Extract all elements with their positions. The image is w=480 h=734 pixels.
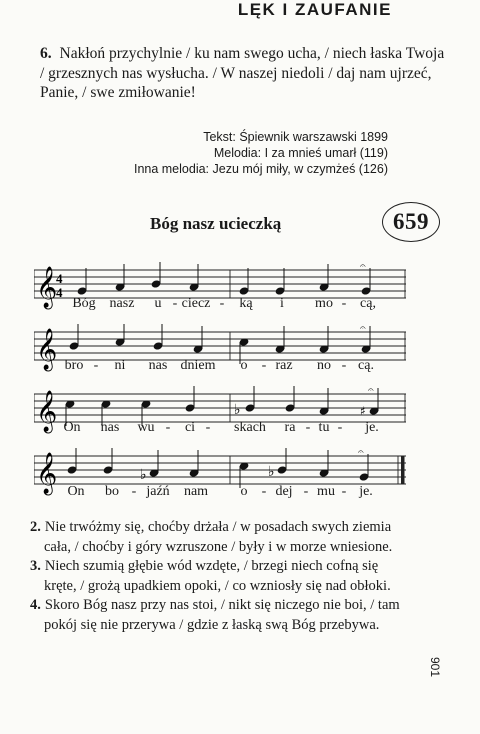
verses-block	[30, 518, 430, 635]
lyric-syllable: cą,	[360, 296, 376, 311]
lyric-syllable: nam	[183, 484, 209, 499]
lyric-syllable: nas	[148, 358, 168, 373]
lyric-syllable: bro	[64, 358, 84, 373]
sharp-sign-icon: ♯	[360, 404, 366, 418]
lyric-syllable: je.	[365, 420, 379, 435]
lyric-syllable: i	[280, 296, 284, 311]
verse-2	[30, 518, 430, 557]
fermata-icon: 𝄐	[360, 324, 366, 334]
lyric-syllable: Bóg	[72, 296, 96, 311]
lyric-syllable: dej	[275, 484, 293, 499]
treble-clef-icon: 𝄞	[36, 391, 58, 432]
fermata-icon: 𝄐	[368, 386, 374, 396]
lyric-hyphen: -	[341, 358, 347, 373]
final-barline	[401, 456, 405, 484]
time-signature-top: 4	[56, 271, 63, 286]
lyric-syllable: o	[240, 358, 248, 373]
flat-sign-icon: ♭	[140, 467, 147, 483]
fermata-icon: 𝄐	[360, 262, 366, 272]
lyric-hyphen: -	[305, 420, 311, 435]
lyric-hyphen: -	[337, 420, 343, 435]
flat-sign-icon: ♭	[268, 464, 275, 480]
page-number: 901	[427, 656, 442, 678]
verse-line: cała, / choćby i góry wzruszone / były i w morze wniesione.	[44, 538, 393, 555]
verse-line: Niech szumią głębie wód wzdęte, / brzegi niech cofną się	[44, 558, 379, 574]
lyric-hyphen: -	[303, 484, 309, 499]
lyric-syllable: mo	[315, 296, 333, 311]
treble-clef-icon: 𝄞	[36, 329, 58, 370]
lyric-hyphen: -	[261, 484, 267, 499]
lyric-syllable: ką	[239, 296, 253, 311]
verse-3	[30, 557, 430, 596]
lyric-syllable: mu	[317, 484, 335, 499]
lyric-syllable: bo	[105, 484, 119, 499]
lyric-syllable: nas	[100, 420, 120, 435]
lyric-hyphen: -	[261, 358, 267, 373]
lyric-syllable: dniem	[180, 358, 216, 373]
treble-clef-icon: 𝄞	[36, 453, 58, 494]
lyric-syllable: On	[67, 484, 85, 499]
verse-line: Skoro Bóg nasz przy nas stoi, / nikt się niczego nie boi, / tam	[44, 597, 400, 613]
lyric-syllable: no	[317, 358, 331, 373]
music-staff-4	[34, 448, 406, 508]
lyric-hyphen: -	[341, 296, 347, 311]
verse-number: 2.	[30, 519, 41, 535]
lyric-hyphen: -	[165, 420, 171, 435]
lyric-syllable: tu	[318, 420, 330, 435]
music-staff-2	[34, 324, 406, 384]
music-staff-1	[34, 262, 406, 322]
verse-number: 3.	[30, 558, 41, 574]
lyric-syllable: skach	[234, 420, 266, 435]
lyric-syllable: nasz	[109, 296, 135, 311]
lyric-syllable: o	[240, 484, 248, 499]
verse-6	[40, 44, 450, 103]
lyric-hyphen: -	[219, 296, 225, 311]
credit-text: Tekst: Śpiewnik warszawski 1899	[203, 130, 388, 144]
verse-number: 6.	[40, 45, 52, 62]
flat-sign-icon: ♭	[234, 402, 241, 418]
lyric-syllable: ni	[114, 358, 126, 373]
fermata-icon: 𝄐	[358, 448, 364, 458]
hymn-title: Bóg nasz ucieczką	[150, 214, 282, 233]
lyric-hyphen: -	[131, 484, 137, 499]
verse-line: pokój się nie przerywa / gdzie z łaską swą Bóg przebywa.	[44, 616, 380, 633]
lyric-hyphen: -	[205, 420, 211, 435]
verse-line: Nie trwóżmy się, choćby drżała / w posadach swych ziemia	[44, 519, 392, 535]
lyric-syllable: ciecz	[181, 296, 211, 311]
credit-melody: Melodia: I za mnieś umarł (119)	[213, 146, 388, 160]
section-header: LĘK I ZAUFANIE	[237, 0, 392, 19]
lyric-syllable: ci	[184, 420, 196, 435]
verse-line: kręte, / grożą upadkiem opoki, / co wzniosły się nad obłoki.	[44, 577, 391, 594]
lyric-syllable: cą.	[358, 358, 374, 373]
treble-clef-icon: 𝄞	[36, 267, 58, 308]
lyric-syllable: On	[63, 420, 81, 435]
lyric-syllable: ra	[284, 420, 296, 435]
time-signature-bottom: 4	[56, 285, 63, 300]
music-staff-3	[34, 386, 406, 446]
lyric-syllable: raz	[275, 358, 293, 373]
credit-alt-melody: Inna melodia: Jezu mój miły, w czymżeś (126)	[133, 162, 388, 176]
lyric-syllable: je.	[359, 484, 373, 499]
lyric-hyphen: -	[93, 358, 99, 373]
verse-4	[30, 596, 430, 635]
lyric-hyphen: -	[341, 484, 347, 499]
lyric-hyphen: -	[172, 296, 178, 311]
lyric-syllable: wu	[137, 420, 155, 435]
hymn-number: 659	[382, 202, 440, 242]
credits	[134, 129, 388, 177]
lyric-syllable: u	[154, 296, 162, 311]
verse-text: Nakłoń przychylnie / ku nam swego ucha, / niech łaska Twoja / grzesznych nas wysłucha. / W naszej niedoli / daj nam ujrzeć, Panie, / swe zmiłowanie!	[40, 45, 445, 101]
lyric-syllable: jaźń	[146, 484, 170, 499]
verse-number: 4.	[30, 597, 41, 613]
